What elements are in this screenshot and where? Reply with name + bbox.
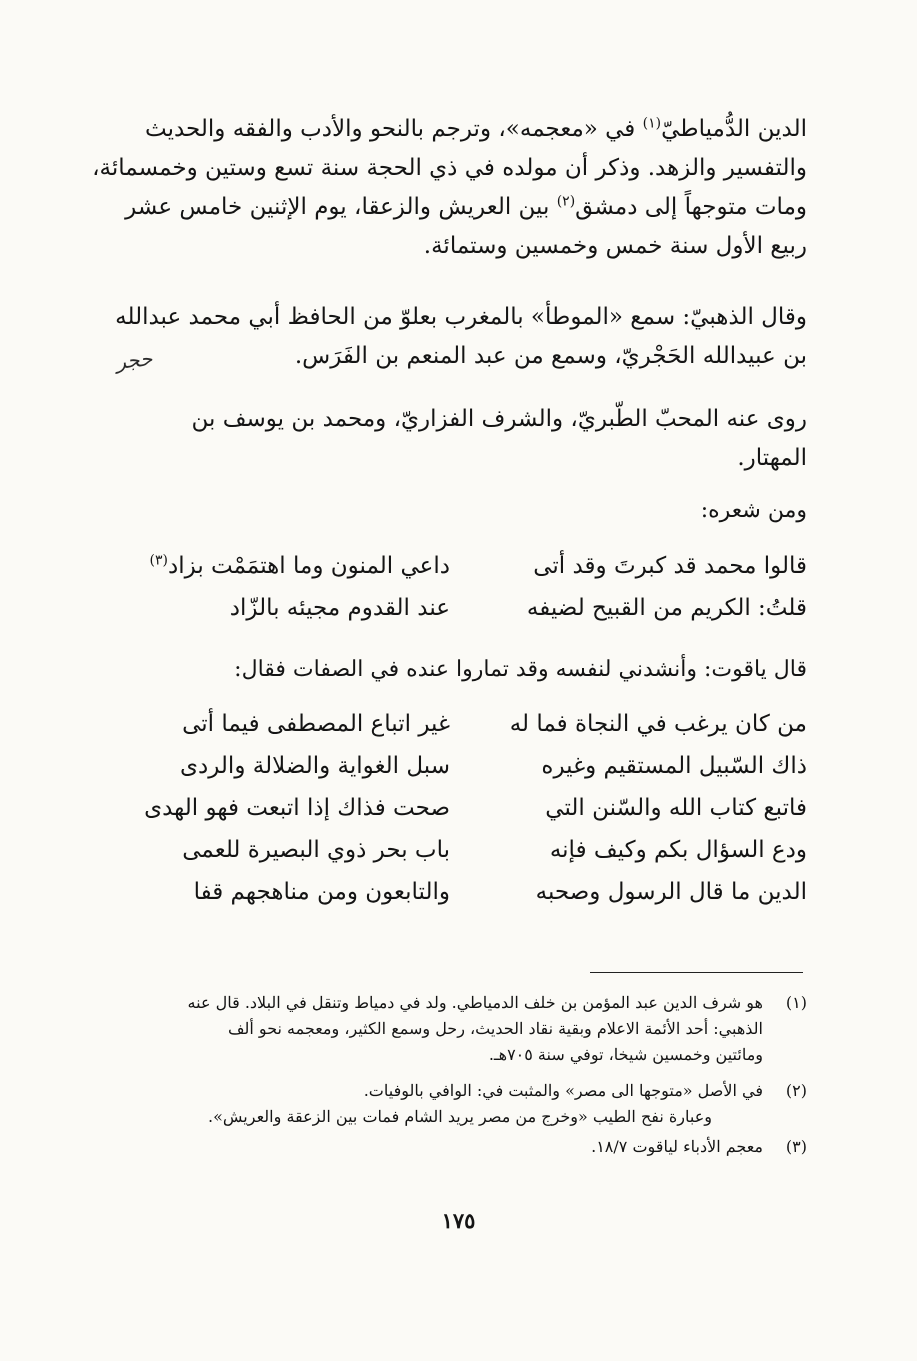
verse-first-hemistich: قلتُ: الكريم من القبيح لضيفه xyxy=(526,595,807,621)
text-line: قال ياقوت: وأنشدني لنفسه وقد تماروا عنده في الصفات فقال: xyxy=(234,657,807,682)
text-line: المهتار. xyxy=(737,445,807,471)
verse-second-hemistich: باب بحر ذوي البصيرة للعمى xyxy=(182,837,450,863)
verse-second-hemistich: والتابعون ومن مناهجهم قفا xyxy=(193,879,450,905)
text-line: ربيع الأول سنة خمس وخمسين وستمائة. xyxy=(423,233,807,259)
verse-second-hemistich: عند القدوم مجيئه بالزّاد xyxy=(229,595,450,621)
verse-second-hemistich: صحت فذاك إذا اتبعت فهو الهدى xyxy=(144,795,450,821)
verse-first-hemistich: قالوا محمد قد كبرتَ وقد أتى xyxy=(533,553,807,579)
verse-second-hemistich: سبل الغواية والضلالة والردى xyxy=(179,753,450,779)
page-number: ١٧٥ xyxy=(441,1208,476,1233)
yaqut-intro xyxy=(140,650,807,689)
verse-line xyxy=(140,745,807,787)
footnote-2 xyxy=(140,1078,807,1104)
footnote-number: (٣) xyxy=(785,1137,807,1156)
footnote-line: معجم الأدباء لياقوت ١٨/٧. xyxy=(591,1137,763,1156)
handwritten-margin-note: حجر xyxy=(114,346,154,374)
footnote-1 xyxy=(140,990,807,1068)
footnote-3 xyxy=(140,1134,807,1160)
poem-one xyxy=(140,545,807,629)
footnote-text xyxy=(140,990,763,1068)
verse-first-hemistich: الدين ما قال الرسول وصحبه xyxy=(535,879,807,905)
footnote-text xyxy=(140,1134,763,1160)
verse-line xyxy=(140,829,807,871)
verse-line xyxy=(140,787,807,829)
verse-line xyxy=(140,703,807,745)
verse-first-hemistich: ودع السؤال بكم وكيف فإنه xyxy=(549,837,807,863)
text-line: والتفسير والزهد. وذكر أن مولده في ذي الحجة سنة تسع وستين وخمسمائة، xyxy=(92,155,807,181)
footnote-ref[interactable]: (٢) xyxy=(556,193,576,210)
footnote-2-continuation: وعبارة نفح الطيب «وخرج من مصر يريد الشام فمات بين الزعقة والعريش». xyxy=(208,1107,712,1126)
verse-line xyxy=(140,545,807,587)
verse-first-hemistich: فاتبع كتاب الله والسّنن التي xyxy=(545,795,807,821)
footnote-number: (٢) xyxy=(785,1081,807,1100)
footnote-ref[interactable]: (٣) xyxy=(149,552,169,569)
footnote-number: (١) xyxy=(785,993,807,1012)
footnotes xyxy=(140,990,807,1160)
footnote-ref[interactable]: (١) xyxy=(642,115,662,132)
footnote-line: الذهبي: أحد الأئمة الاعلام وبقية نقاد الحديث، رحل وسمع الكثير، ومعجمه نحو ألف xyxy=(227,1019,763,1038)
footnote-divider xyxy=(590,972,803,973)
verse-line xyxy=(140,587,807,629)
text-line: الدين الدُّمياطيّ$^{(١)}$ في «معجمه»، وترجم بالنحو والأدب والفقه والحديث xyxy=(144,115,807,142)
verse-second-hemistich: داعي المنون وما اهتمَمْت بزاد$^{(٣)}$ xyxy=(149,552,450,579)
footnote-line: في الأصل «متوجها الى مصر» والمثبت في: الوافي بالوفيات. xyxy=(363,1081,763,1100)
footnote-line: ومائتين وخمسين شيخا، توفي سنة ٧٠٥هـ. xyxy=(488,1045,763,1064)
verse-first-hemistich: من كان يرغب في النجاة فما له xyxy=(509,711,807,737)
footnote-line: هو شرف الدين عبد المؤمن بن خلف الدمياطي. ولد في دمياط وتنقل في البلاد. قال عنه xyxy=(187,993,763,1012)
text-line: بن عبيدالله الحَجْريّ، وسمع من عبد المنعم بن الفَرَس. xyxy=(294,343,807,369)
text-line: ومات متوجهاً إلى دمشق$^{(٢)}$ بين العريش والزعقا، يوم الإثنين خامس عشر xyxy=(125,193,807,220)
footnote-text xyxy=(140,1078,763,1104)
paragraph-dhahabi xyxy=(115,298,807,376)
text-line: وقال الذهبيّ: سمع «الموطأ» بالمغرب بعلوّ من الحافظ أبي محمد عبدالله xyxy=(115,304,807,330)
paragraph-narrators xyxy=(140,400,807,478)
verse-second-hemistich: غير اتباع المصطفى فيما أتى xyxy=(182,711,450,737)
poetry-intro: ومن شعره: xyxy=(700,498,807,523)
verse-line xyxy=(140,871,807,913)
poem-two xyxy=(140,703,807,913)
text-line: روى عنه المحبّ الطّبريّ، والشرف الفزاريّ، ومحمد بن يوسف بن xyxy=(191,406,807,432)
paragraph-biography xyxy=(92,110,807,266)
verse-first-hemistich: ذاك السّبيل المستقيم وغيره xyxy=(541,753,807,779)
